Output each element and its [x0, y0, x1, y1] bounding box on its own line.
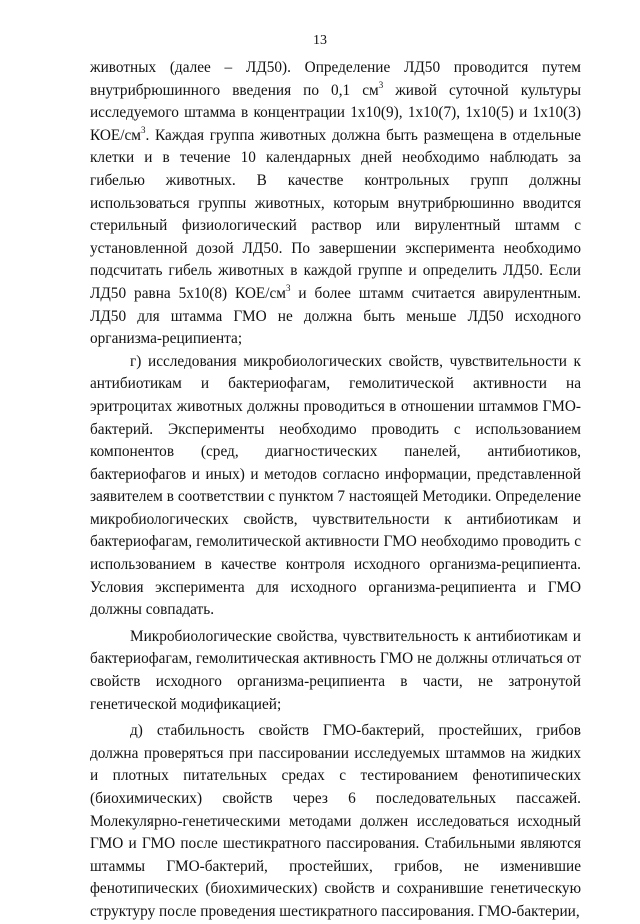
ld50-text-part-3: . Каждая группа животных должна быть размещена в отдельные клетки и в течение 10 календарных дней необходимо наблюдать за гибелью животных. В качестве контрольных групп должны использоваться группы животных, которым внутрибрюшинно вводится стерильный физиологический раствор или вирулентный штамм с установленной дозой ЛД50. По завершении эксперимента необходимо подсчитать гибель животных в каждой группе и определить ЛД50. Если ЛД50 равна 5x10(8) КОЕ/см [90, 126, 581, 302]
superscript-cfu-cm3-threshold: 3 [285, 282, 291, 293]
body-text [90, 57, 581, 924]
superscript-cfu-cm3: 3 [140, 124, 146, 135]
ld50-text-part-2: живой суточной культуры исследуемого штамма в концентрации 1x10(9), 1x10(7), 1x10(5) и 1x10(3) КОЕ/см [90, 81, 581, 144]
paragraph-ld50 [90, 57, 581, 351]
ld50-text-part-4: и более штамм считается авирулентным. ЛД50 для штамма ГМО не должна быть меньше ЛД50 исходного организма-реципиента; [90, 284, 582, 348]
page-number: 13 [313, 33, 327, 48]
superscript-cm3: 3 [378, 79, 384, 90]
paragraph-item-g: г) исследования микробиологических свойств, чувствительности к антибиотикам и бактериофагам, гемолитической активности на эритроцитах животных должны проводиться в отношении штаммов ГМО-бактерий. Эксперименты необходимо проводить с использованием компонентов (сред, диагностических панелей, антибиотиков, бактериофагов и иных) и методов согласно информации, представленной заявителем в соответствии с пунктом 7 настоящей Методики. Определение микробиологических свойств, чувствительности к антибиотикам и бактериофагам, гемолитической активности ГМО необходимо проводить с использованием в качестве контроля исходного организма-реципиента. Условия эксперимента для исходного организма-реципиента и ГМО должны совпадать. [90, 352, 581, 619]
paragraph-microbiological-properties: Микробиологические свойства, чувствительность к антибиотикам и бактериофагам, гемолитическая активность ГМО не должны отличаться от свойств исходного организма-реципиента в части, не затронутой генетической модификацией; [90, 627, 581, 713]
paragraph-item-d: д) стабильность свойств ГМО-бактерий, простейших, грибов должна проверяться при пассировании исследуемых штаммов на жидких и плотных питательных средах с тестированием фенотипических (биохимических) свойств через 6 последовательных пассажей. Молекулярно-генетическими методами должен исследоваться исходный ГМО и ГМО после шестикратного пассирования. Стабильными являются штаммы ГМО-бактерий, простейших, грибов, не изменившие фенотипических (биохимических) свойств и сохранившие генетическую структуру после проведения шестикратного пассирования. ГМО-бактерии, [90, 722, 581, 920]
ld50-text-part-1: животных (далее – ЛД50). Определение ЛД50 проводится путем внутрибрюшинного введения по 0,1 см [90, 59, 581, 99]
